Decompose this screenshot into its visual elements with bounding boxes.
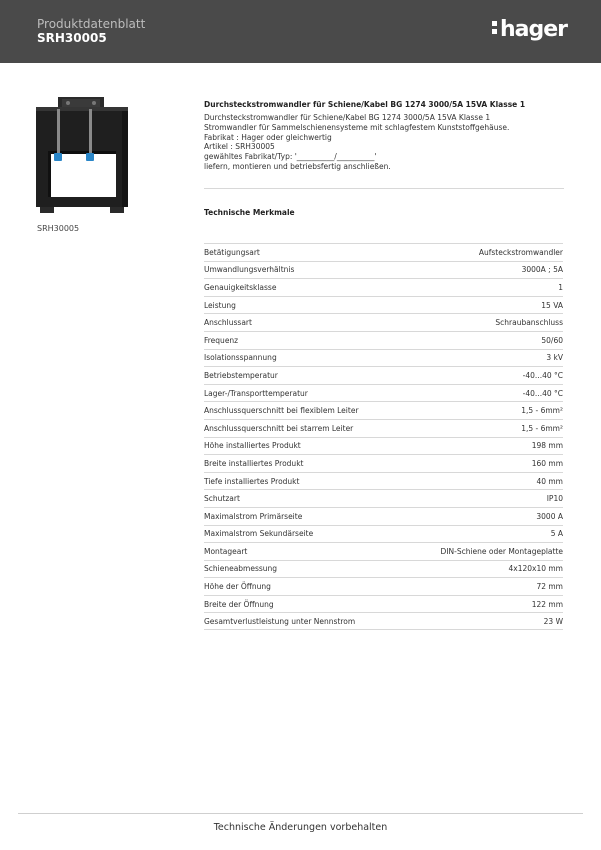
spec-row bbox=[204, 507, 563, 525]
spec-label: Breite der Öffnung bbox=[204, 599, 274, 609]
spec-label: Höhe installiertes Produkt bbox=[204, 441, 301, 451]
product-image-caption: SRH30005 bbox=[37, 224, 80, 233]
spec-row bbox=[204, 454, 563, 472]
spec-label: Anschlussart bbox=[204, 318, 252, 328]
spec-label: Isolationsspannung bbox=[204, 353, 277, 363]
spec-row bbox=[204, 542, 563, 560]
spec-row bbox=[204, 384, 563, 402]
spec-value: IP10 bbox=[546, 494, 563, 504]
spec-value: 3000A ; 5A bbox=[521, 265, 563, 275]
description-line: Fabrikat : Hager oder gleichwertig bbox=[204, 132, 332, 142]
spec-row bbox=[204, 612, 563, 630]
spec-value: 15 VA bbox=[541, 300, 563, 310]
spec-value: 50/60 bbox=[541, 335, 563, 345]
spec-label: Lager-/Transporttemperatur bbox=[204, 388, 308, 398]
spec-value: 72 mm bbox=[536, 582, 563, 592]
spec-row bbox=[204, 296, 563, 314]
section-divider bbox=[204, 188, 564, 189]
footer-note: Technische Änderungen vorbehalten bbox=[213, 822, 388, 833]
document-type: Produktdatenblatt bbox=[37, 17, 146, 31]
logo-text: hager bbox=[500, 16, 568, 42]
spec-label: Tiefe installiertes Produkt bbox=[204, 476, 300, 486]
spec-label: Maximalstrom Sekundärseite bbox=[204, 529, 314, 539]
spec-value: Schraubanschluss bbox=[495, 318, 563, 328]
product-image bbox=[34, 95, 130, 217]
spec-value: DIN-Schiene oder Montageplatte bbox=[440, 546, 563, 556]
logo-colon-mark bbox=[492, 19, 498, 39]
spec-label: Gesamtverlustleistung unter Nennstrom bbox=[204, 616, 356, 626]
spec-value: 40 mm bbox=[536, 476, 563, 486]
header-bar bbox=[0, 0, 601, 63]
spec-value: 160 mm bbox=[531, 458, 563, 468]
spec-value: -40...40 °C bbox=[522, 388, 563, 398]
section-title: Technische Merkmale bbox=[204, 208, 295, 217]
spec-row bbox=[204, 489, 563, 507]
description-line: Stromwandler für Sammelschienensysteme mit schlagfestem Kunststoffgehäuse. bbox=[204, 122, 510, 132]
spec-row bbox=[204, 437, 563, 455]
spec-row bbox=[204, 419, 563, 437]
spec-row bbox=[204, 278, 563, 296]
spec-value: 1 bbox=[558, 282, 563, 292]
spec-value: 3000 A bbox=[536, 511, 563, 521]
spec-value: 198 mm bbox=[531, 441, 563, 451]
spec-label: Schutzart bbox=[204, 494, 240, 504]
spec-label: Leistung bbox=[204, 300, 236, 310]
spec-row bbox=[204, 313, 563, 331]
spec-label: Montageart bbox=[204, 546, 248, 556]
spec-row bbox=[204, 577, 563, 595]
spec-row bbox=[204, 560, 563, 578]
spec-label: Betätigungsart bbox=[204, 247, 260, 257]
spec-value: 23 W bbox=[543, 616, 563, 626]
spec-value: 5 A bbox=[550, 529, 563, 539]
footer-divider bbox=[18, 813, 583, 814]
spec-label: Breite installiertes Produkt bbox=[204, 458, 304, 468]
description-line: Artikel : SRH30005 bbox=[204, 142, 275, 152]
spec-row bbox=[204, 243, 563, 261]
spec-label: Höhe der Öffnung bbox=[204, 582, 271, 592]
spec-value: 1,5 - 6mm² bbox=[521, 406, 563, 416]
spec-label: Genauigkeitsklasse bbox=[204, 282, 277, 292]
spec-row bbox=[204, 401, 563, 419]
spec-row bbox=[204, 261, 563, 279]
spec-value: Aufsteckstromwandler bbox=[478, 247, 563, 257]
spec-row bbox=[204, 595, 563, 613]
spec-label: Umwandlungsverhältnis bbox=[204, 265, 295, 275]
specifications-table bbox=[204, 243, 563, 630]
spec-value: 4x120x10 mm bbox=[508, 564, 563, 574]
spec-row bbox=[204, 366, 563, 384]
spec-label: Maximalstrom Primärseite bbox=[204, 511, 303, 521]
spec-value: 3 kV bbox=[546, 353, 563, 363]
spec-value: -40...40 °C bbox=[522, 370, 563, 380]
spec-label: Schieneabmessung bbox=[204, 564, 278, 574]
description-line: gewähltes Fabrikat/Typ: '__________/__________' bbox=[204, 152, 377, 162]
spec-row bbox=[204, 472, 563, 490]
description-line: liefern, montieren und betriebsfertig anschließen. bbox=[204, 161, 391, 171]
spec-label: Anschlussquerschnitt bei flexiblem Leiter bbox=[204, 406, 359, 416]
spec-label: Betriebstemperatur bbox=[204, 370, 278, 380]
product-title: Durchsteckstromwandler für Schiene/Kabel BG 1274 3000/5A 15VA Klasse 1 bbox=[204, 100, 526, 109]
spec-row bbox=[204, 331, 563, 349]
spec-label: Frequenz bbox=[204, 335, 239, 345]
spec-row bbox=[204, 525, 563, 543]
spec-label: Anschlussquerschnitt bei starrem Leiter bbox=[204, 423, 354, 433]
spec-row bbox=[204, 349, 563, 367]
spec-value: 1,5 - 6mm² bbox=[521, 423, 563, 433]
description-line: Durchsteckstromwandler für Schiene/Kabel BG 1274 3000/5A 15VA Klasse 1 bbox=[204, 113, 491, 122]
hager-logo bbox=[492, 16, 567, 42]
product-description bbox=[204, 113, 509, 172]
document-id: SRH30005 bbox=[37, 31, 107, 45]
spec-value: 122 mm bbox=[531, 599, 563, 609]
